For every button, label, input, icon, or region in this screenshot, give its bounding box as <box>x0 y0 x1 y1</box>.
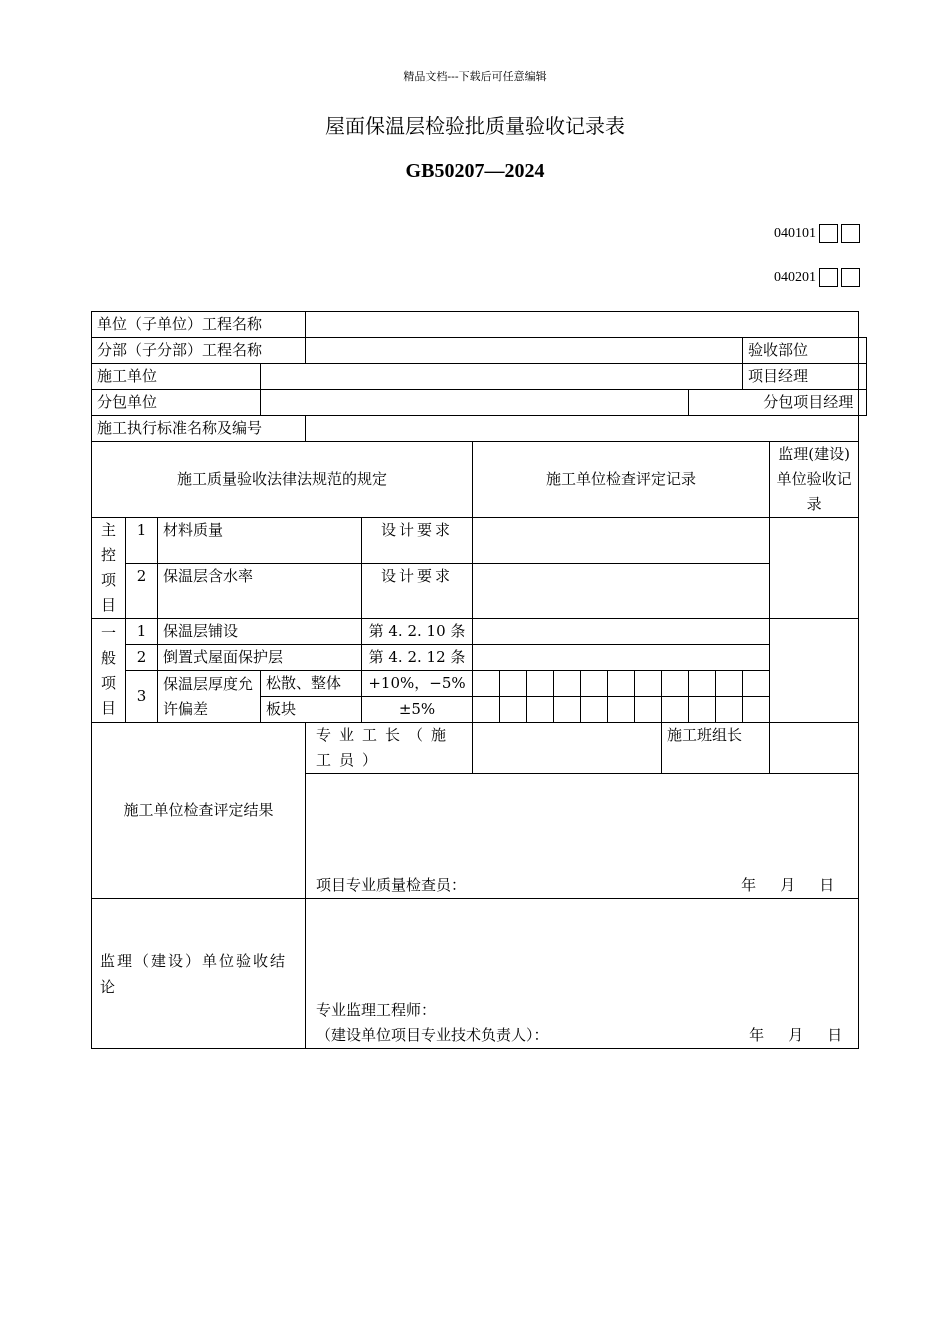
measure-cell[interactable] <box>527 697 554 723</box>
measure-cell[interactable] <box>689 671 716 697</box>
measure-cell[interactable] <box>581 697 608 723</box>
header-check-record: 施工单位检查评定记录 <box>473 442 770 518</box>
item-sub-name: 板块 <box>261 697 362 723</box>
item-name: 保温层铺设 <box>158 619 362 645</box>
item-requirement: 设计要求 <box>362 518 473 564</box>
item-name: 保温层厚度允许偏差 <box>158 671 261 723</box>
subcontract-unit-value[interactable] <box>261 390 689 416</box>
item-tolerance: ±5% <box>362 697 473 723</box>
measure-cell[interactable] <box>554 697 581 723</box>
checkbox[interactable] <box>841 224 860 243</box>
measure-cell[interactable] <box>473 671 500 697</box>
item-sub-name: 松散、整体 <box>261 671 362 697</box>
item-number: 1 <box>126 619 158 645</box>
measure-cell[interactable] <box>716 671 743 697</box>
item-check-record[interactable] <box>473 619 770 645</box>
label-subcontract-unit: 分包单位 <box>92 390 261 416</box>
item-requirement: 设计要求 <box>362 563 473 618</box>
conclusion-label: 监理（建设）单位验收结论 <box>92 899 306 1049</box>
standard-code: GB50207—2024 <box>405 160 545 182</box>
measure-cell[interactable] <box>662 697 689 723</box>
form-code-2 <box>774 268 860 287</box>
date-day: 日 <box>819 876 835 894</box>
date-year: 年 <box>741 876 757 894</box>
construction-unit-value[interactable] <box>261 364 743 390</box>
measure-cell[interactable] <box>500 697 527 723</box>
item-check-record[interactable] <box>473 518 770 564</box>
main-supervision-record[interactable] <box>770 518 859 619</box>
conclusion-content[interactable] <box>306 899 859 1049</box>
header-regulation: 施工质量验收法律法规范的规定 <box>92 442 473 518</box>
measure-cell[interactable] <box>743 697 770 723</box>
result-label: 施工单位检查评定结果 <box>92 723 306 899</box>
owner-rep-label: （建设单位项目专业技术负责人）： <box>316 1026 549 1044</box>
item-number: 1 <box>126 518 158 564</box>
label-sub-project: 分部（子分部）工程名称 <box>92 338 306 364</box>
item-name: 保温层含水率 <box>158 563 362 618</box>
date-month: 月 <box>788 1026 804 1044</box>
team-leader-label: 施工班组长 <box>662 723 770 774</box>
result-date <box>717 873 834 898</box>
label-char: 目 <box>100 698 116 717</box>
project-manager-value[interactable] <box>859 364 867 390</box>
measure-cell[interactable] <box>500 671 527 697</box>
measure-cell[interactable] <box>608 697 635 723</box>
item-requirement: 第 4. 2. 10 条 <box>362 619 473 645</box>
item-number: 3 <box>126 671 158 723</box>
item-requirement: 第 4. 2. 12 条 <box>362 645 473 671</box>
label-char: 主 <box>100 521 116 539</box>
main-items-label <box>92 518 126 619</box>
measure-cell[interactable] <box>662 671 689 697</box>
general-supervision-record[interactable] <box>770 619 859 723</box>
conclusion-date <box>725 1023 842 1048</box>
engineer-label: 专业监理工程师： <box>316 1001 437 1019</box>
item-check-record[interactable] <box>473 563 770 618</box>
acceptance-part-value[interactable] <box>859 338 867 364</box>
header-note: 精品文档---下载后可任意编辑 <box>403 70 547 83</box>
item-check-record[interactable] <box>473 645 770 671</box>
measure-cell[interactable] <box>473 697 500 723</box>
form-code-text: 040201 <box>774 269 816 285</box>
measure-cell[interactable] <box>635 671 662 697</box>
result-content[interactable] <box>306 774 859 899</box>
checkbox[interactable] <box>841 268 860 287</box>
measure-cell[interactable] <box>554 671 581 697</box>
measure-cell[interactable] <box>635 697 662 723</box>
sub-project-value[interactable] <box>306 338 743 364</box>
item-number: 2 <box>126 563 158 618</box>
foreman-value[interactable] <box>473 723 662 774</box>
label-project-manager: 项目经理 <box>743 364 859 390</box>
measure-cell[interactable] <box>581 671 608 697</box>
unit-project-value[interactable] <box>306 312 859 338</box>
measure-cell[interactable] <box>716 697 743 723</box>
checkbox[interactable] <box>819 268 838 287</box>
label-char: 项 <box>100 673 116 692</box>
date-day: 日 <box>827 1026 843 1044</box>
measure-cell[interactable] <box>743 671 770 697</box>
item-name: 材料质量 <box>158 518 362 564</box>
inspector-signature-line <box>316 873 834 898</box>
general-items-label <box>92 619 126 723</box>
foreman-label: 专业工长（施工员） <box>306 723 473 774</box>
date-year: 年 <box>749 1026 765 1044</box>
label-char: 项 <box>100 571 116 589</box>
measure-cell[interactable] <box>689 697 716 723</box>
owner-signature-line <box>316 1023 842 1048</box>
item-tolerance: +10%，−5% <box>362 671 473 697</box>
measure-cell[interactable] <box>527 671 554 697</box>
label-char: 一 <box>100 623 116 642</box>
exec-standard-value[interactable] <box>306 416 859 442</box>
header-supervision-record: 监理(建设)单位验收记录 <box>770 442 859 518</box>
form-code-1 <box>774 224 860 243</box>
label-construction-unit: 施工单位 <box>92 364 261 390</box>
label-char: 目 <box>100 596 116 614</box>
inspector-label: 项目专业质量检查员： <box>316 876 467 894</box>
team-leader-value[interactable] <box>770 723 859 774</box>
checkbox[interactable] <box>819 224 838 243</box>
subcontract-manager-value[interactable] <box>859 390 867 416</box>
form-code-text: 040101 <box>774 225 816 241</box>
item-number: 2 <box>126 645 158 671</box>
date-month: 月 <box>780 876 796 894</box>
page-title: 屋面保温层检验批质量验收记录表 <box>325 114 625 138</box>
label-subcontract-manager: 分包项目经理 <box>689 390 859 416</box>
inspection-form <box>91 311 867 1049</box>
label-char: 般 <box>100 648 116 667</box>
measure-cell[interactable] <box>608 671 635 697</box>
label-exec-standard: 施工执行标准名称及编号 <box>92 416 306 442</box>
item-name: 倒置式屋面保护层 <box>158 645 362 671</box>
label-acceptance-part: 验收部位 <box>743 338 859 364</box>
label-unit-project: 单位（子单位）工程名称 <box>92 312 306 338</box>
label-char: 控 <box>100 546 116 564</box>
